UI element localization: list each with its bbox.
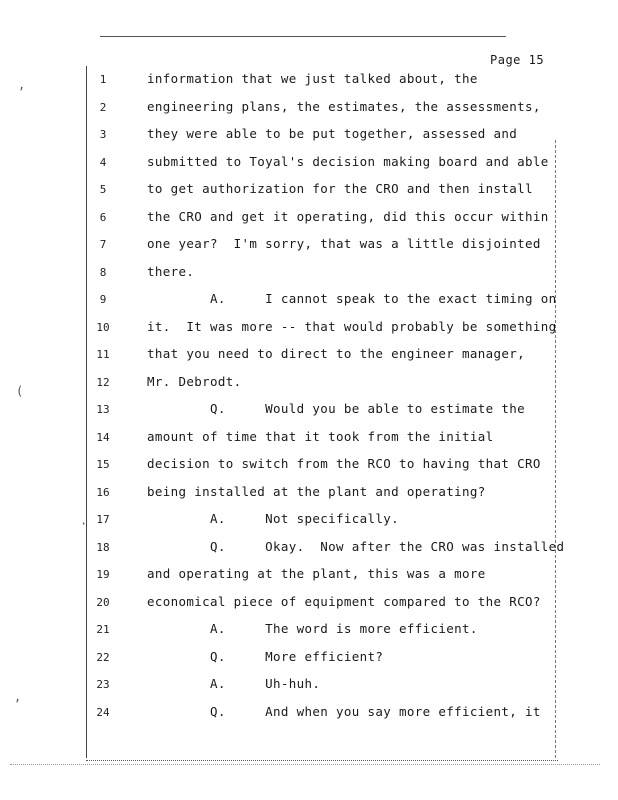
- top-rule: [100, 36, 506, 37]
- line-text: one year? I'm sorry, that was a little disjointed: [147, 236, 541, 251]
- line-text: Q. And when you say more efficient, it: [147, 703, 541, 719]
- transcript-line: [0, 562, 618, 590]
- line-text: the CRO and get it operating, did this occur within: [147, 208, 549, 224]
- transcript-line: [0, 507, 618, 535]
- line-text: they were able to be put together, assessed and: [147, 126, 518, 141]
- line-number: 14: [96, 430, 110, 444]
- line-text: Q. Okay. Now after the CRO was installed: [147, 538, 565, 554]
- scan-mark: ·: [80, 517, 88, 531]
- transcript-line: [0, 232, 618, 260]
- transcript-line: [0, 617, 618, 645]
- line-text: A. Not specifically.: [147, 511, 400, 526]
- line-text: amount of time that it took from the initial: [147, 428, 494, 444]
- transcript-line: [0, 150, 618, 178]
- line-text: to get authorization for the CRO and then install: [147, 181, 533, 196]
- transcript-line: [0, 315, 618, 343]
- page-number: Page 15: [490, 53, 545, 67]
- transcript-line: [0, 645, 618, 673]
- line-text: submitted to Toyal's decision making board and able: [147, 153, 549, 169]
- line-number: 11: [96, 348, 110, 361]
- line-number: 22: [96, 650, 110, 664]
- line-text: economical piece of equipment compared to the RCO?: [147, 593, 541, 609]
- line-text: decision to switch from the RCO to having that CRO: [147, 456, 541, 471]
- line-number: 17: [96, 513, 110, 526]
- transcript-line: [0, 452, 618, 480]
- line-text: A. The word is more efficient.: [147, 621, 478, 636]
- scan-mark: ,: [14, 690, 22, 704]
- line-number: 4: [99, 155, 107, 169]
- line-text: Mr. Debrodt.: [147, 373, 242, 389]
- line-number: 20: [96, 595, 110, 609]
- scan-mark: (: [16, 384, 24, 398]
- line-number: 8: [99, 265, 107, 279]
- transcript-line: [0, 67, 618, 95]
- line-number: 5: [99, 183, 107, 196]
- line-number: 9: [99, 293, 107, 306]
- line-text: being installed at the plant and operating?: [147, 483, 486, 499]
- line-text: A. I cannot speak to the exact timing on: [147, 291, 557, 306]
- transcript-line: [0, 342, 618, 370]
- transcript-line: [0, 672, 618, 700]
- transcript-lines: [0, 67, 618, 727]
- line-text: A. Uh-huh.: [147, 676, 321, 691]
- transcript-line: [0, 700, 618, 728]
- line-number: 6: [99, 210, 107, 224]
- transcript-line: [0, 480, 618, 508]
- transcript-line: [0, 260, 618, 288]
- transcript-line: [0, 535, 618, 563]
- line-number: 1: [99, 73, 107, 86]
- transcript-line: [0, 95, 618, 123]
- line-number: 2: [99, 100, 107, 114]
- line-text: Q. Would you be able to estimate the: [147, 401, 526, 416]
- line-number: 18: [96, 540, 110, 554]
- line-number: 10: [96, 320, 110, 334]
- transcript-line: [0, 397, 618, 425]
- transcript-line: [0, 205, 618, 233]
- line-number: 21: [96, 623, 110, 636]
- line-number: 7: [99, 238, 107, 251]
- line-number: 16: [96, 485, 110, 499]
- line-text: and operating at the plant, this was a more: [147, 566, 486, 581]
- line-text: that you need to direct to the engineer manager,: [147, 346, 526, 361]
- transcript-line: [0, 425, 618, 453]
- bottom-rule: [86, 760, 558, 761]
- line-text: it. It was more -- that would probably be something: [147, 318, 557, 334]
- line-text: information that we just talked about, the: [147, 71, 478, 86]
- line-text: there.: [147, 263, 195, 279]
- line-number: 19: [96, 568, 110, 581]
- scan-noise-line: [10, 764, 600, 765]
- line-text: engineering plans, the estimates, the assessments,: [147, 98, 541, 114]
- transcript-line: [0, 287, 618, 315]
- line-number: 24: [96, 705, 110, 719]
- line-number: 13: [96, 403, 110, 416]
- line-number: 3: [99, 128, 107, 141]
- scan-mark: ,: [18, 78, 26, 92]
- transcript-line: [0, 177, 618, 205]
- line-number: 12: [96, 375, 110, 389]
- transcript-line: [0, 122, 618, 150]
- transcript-line: [0, 590, 618, 618]
- transcript-line: [0, 370, 618, 398]
- line-text: Q. More efficient?: [147, 648, 384, 664]
- line-number: 23: [96, 678, 110, 691]
- line-number: 15: [96, 458, 110, 471]
